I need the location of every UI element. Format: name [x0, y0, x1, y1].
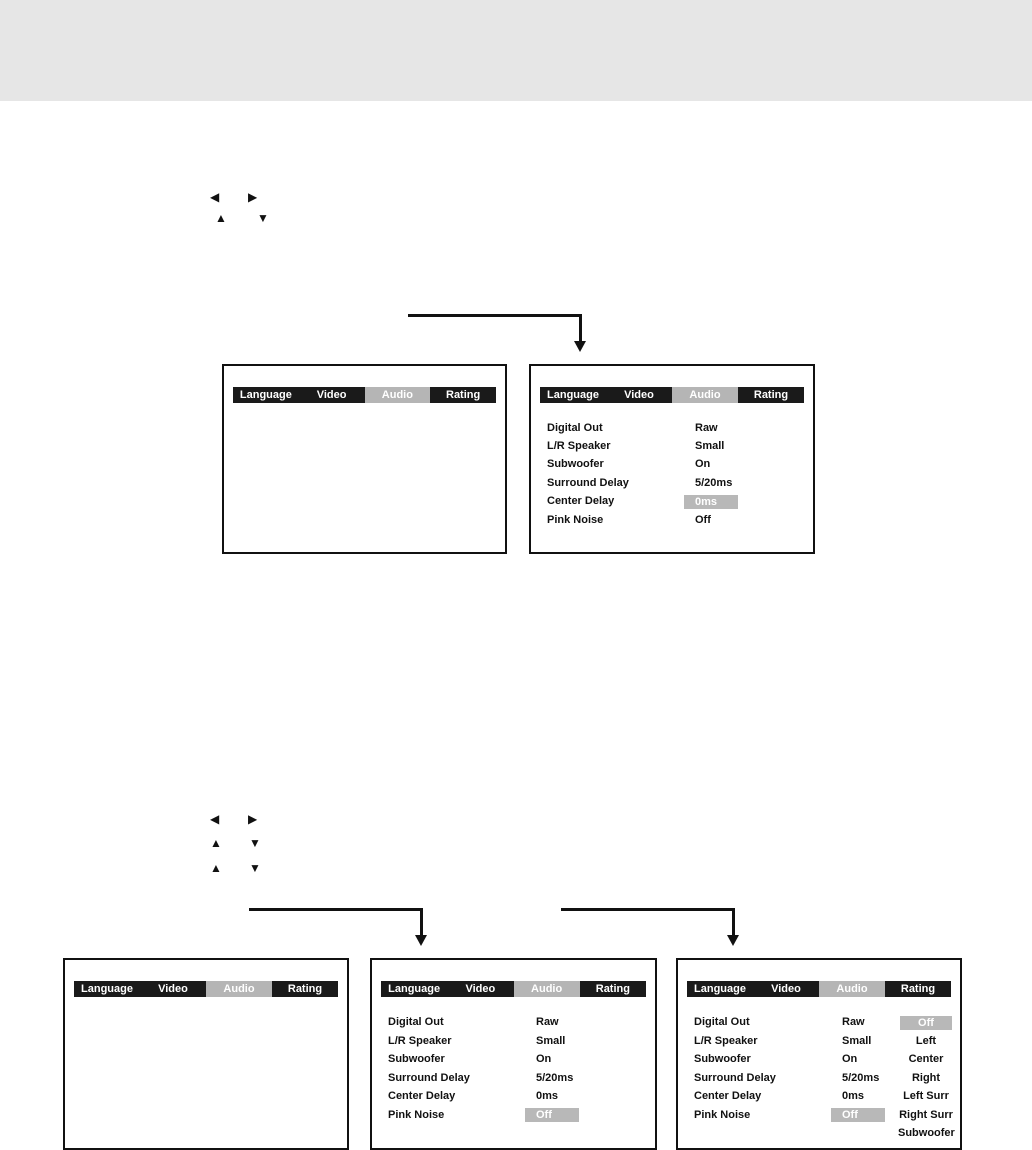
option-off-selected[interactable]: Off — [900, 1016, 952, 1030]
value-lr-speaker[interactable]: Small — [536, 1035, 566, 1047]
value-center-delay-selected[interactable]: 0ms — [684, 495, 738, 509]
left-arrow-icon: ◀ — [210, 190, 220, 204]
label-pink-noise: Pink Noise — [694, 1109, 751, 1121]
tab-language[interactable]: Language — [388, 983, 441, 995]
value-subwoofer[interactable]: On — [842, 1053, 858, 1065]
value-surround-delay[interactable]: 5/20ms — [842, 1072, 880, 1084]
setup-menu-audio-tab — [222, 364, 507, 554]
option-right[interactable]: Right — [911, 1072, 941, 1084]
label-center-delay: Center Delay — [388, 1090, 456, 1102]
label-surround-delay: Surround Delay — [694, 1072, 776, 1084]
label-pink-noise: Pink Noise — [547, 514, 604, 526]
value-surround-delay[interactable]: 5/20ms — [536, 1072, 574, 1084]
tab-rating[interactable]: Rating — [900, 983, 936, 995]
tab-bar — [74, 981, 338, 997]
label-surround-delay: Surround Delay — [547, 477, 629, 489]
option-right-surr[interactable]: Right Surr — [899, 1109, 953, 1121]
label-subwoofer: Subwoofer — [694, 1053, 751, 1065]
up-arrow-icon: ▲ — [215, 211, 227, 225]
tab-audio[interactable]: Audio — [819, 981, 885, 997]
value-center-delay[interactable]: 0ms — [536, 1090, 559, 1102]
tab-bar — [381, 981, 646, 997]
connector-line — [408, 314, 582, 317]
connector-line — [579, 314, 582, 342]
right-arrow-icon: ▶ — [248, 190, 258, 204]
tab-audio[interactable]: Audio — [672, 387, 738, 403]
value-pink-noise-selected[interactable]: Off — [525, 1108, 579, 1122]
value-subwoofer[interactable]: On — [536, 1053, 552, 1065]
right-arrow-icon: ▶ — [248, 812, 258, 826]
label-digital-out: Digital Out — [547, 422, 603, 434]
value-digital-out[interactable]: Raw — [842, 1016, 865, 1028]
value-lr-speaker[interactable]: Small — [695, 440, 725, 452]
tab-bar — [540, 387, 804, 403]
label-lr-speaker: L/R Speaker — [694, 1035, 758, 1047]
tab-rating[interactable]: Rating — [446, 389, 481, 401]
tab-video[interactable]: Video — [158, 983, 188, 995]
down-arrow-icon: ▼ — [249, 861, 261, 875]
tab-language[interactable]: Language — [81, 983, 133, 995]
label-digital-out: Digital Out — [694, 1016, 750, 1028]
tab-bar — [687, 981, 951, 997]
label-center-delay: Center Delay — [694, 1090, 762, 1102]
setup-menu-pink-noise-options — [676, 958, 962, 1150]
value-lr-speaker[interactable]: Small — [842, 1035, 872, 1047]
tab-audio[interactable]: Audio — [206, 981, 272, 997]
tab-language[interactable]: Language — [694, 983, 746, 995]
value-center-delay[interactable]: 0ms — [842, 1090, 865, 1102]
setup-menu-audio-options — [370, 958, 657, 1150]
down-arrow-icon: ▼ — [249, 836, 261, 850]
tab-bar — [233, 387, 496, 403]
connector-line — [249, 908, 423, 911]
value-digital-out[interactable]: Raw — [536, 1016, 559, 1028]
up-arrow-icon: ▲ — [210, 861, 222, 875]
label-subwoofer: Subwoofer — [547, 458, 604, 470]
setup-menu-audio-tab — [63, 958, 349, 1150]
tab-audio[interactable]: Audio — [514, 981, 580, 997]
tab-rating[interactable]: Rating — [287, 983, 323, 995]
label-pink-noise: Pink Noise — [388, 1109, 445, 1121]
connector-line — [561, 908, 735, 911]
arrow-down-icon — [415, 935, 427, 946]
value-digital-out[interactable]: Raw — [695, 422, 718, 434]
up-arrow-icon: ▲ — [210, 836, 222, 850]
tab-video[interactable]: Video — [624, 389, 654, 401]
value-pink-noise-selected[interactable]: Off — [831, 1108, 885, 1122]
tab-rating[interactable]: Rating — [753, 389, 789, 401]
tab-language[interactable]: Language — [239, 389, 292, 401]
value-subwoofer[interactable]: On — [695, 458, 711, 470]
tab-language[interactable]: Language — [547, 389, 599, 401]
value-surround-delay[interactable]: 5/20ms — [695, 477, 733, 489]
value-pink-noise[interactable]: Off — [695, 514, 711, 526]
label-digital-out: Digital Out — [388, 1016, 444, 1028]
option-left-surr[interactable]: Left Surr — [903, 1090, 949, 1102]
label-subwoofer: Subwoofer — [388, 1053, 445, 1065]
header-band — [0, 0, 1032, 101]
arrow-down-icon — [574, 341, 586, 352]
tab-video[interactable]: Video — [316, 389, 347, 401]
connector-line — [420, 908, 423, 936]
label-lr-speaker: L/R Speaker — [547, 440, 611, 452]
setup-menu-audio-options — [529, 364, 815, 554]
tab-rating[interactable]: Rating — [595, 983, 630, 995]
tab-video[interactable]: Video — [465, 983, 496, 995]
option-center[interactable]: Center — [908, 1053, 944, 1065]
label-surround-delay: Surround Delay — [388, 1072, 470, 1084]
arrow-down-icon — [727, 935, 739, 946]
label-center-delay: Center Delay — [547, 495, 615, 507]
option-left[interactable]: Left — [915, 1035, 937, 1047]
tab-audio[interactable]: Audio — [365, 387, 431, 403]
option-subwoofer[interactable]: Subwoofer — [898, 1127, 955, 1139]
tab-video[interactable]: Video — [771, 983, 801, 995]
connector-line — [732, 908, 735, 936]
left-arrow-icon: ◀ — [210, 812, 220, 826]
label-lr-speaker: L/R Speaker — [388, 1035, 452, 1047]
down-arrow-icon: ▼ — [257, 211, 269, 225]
